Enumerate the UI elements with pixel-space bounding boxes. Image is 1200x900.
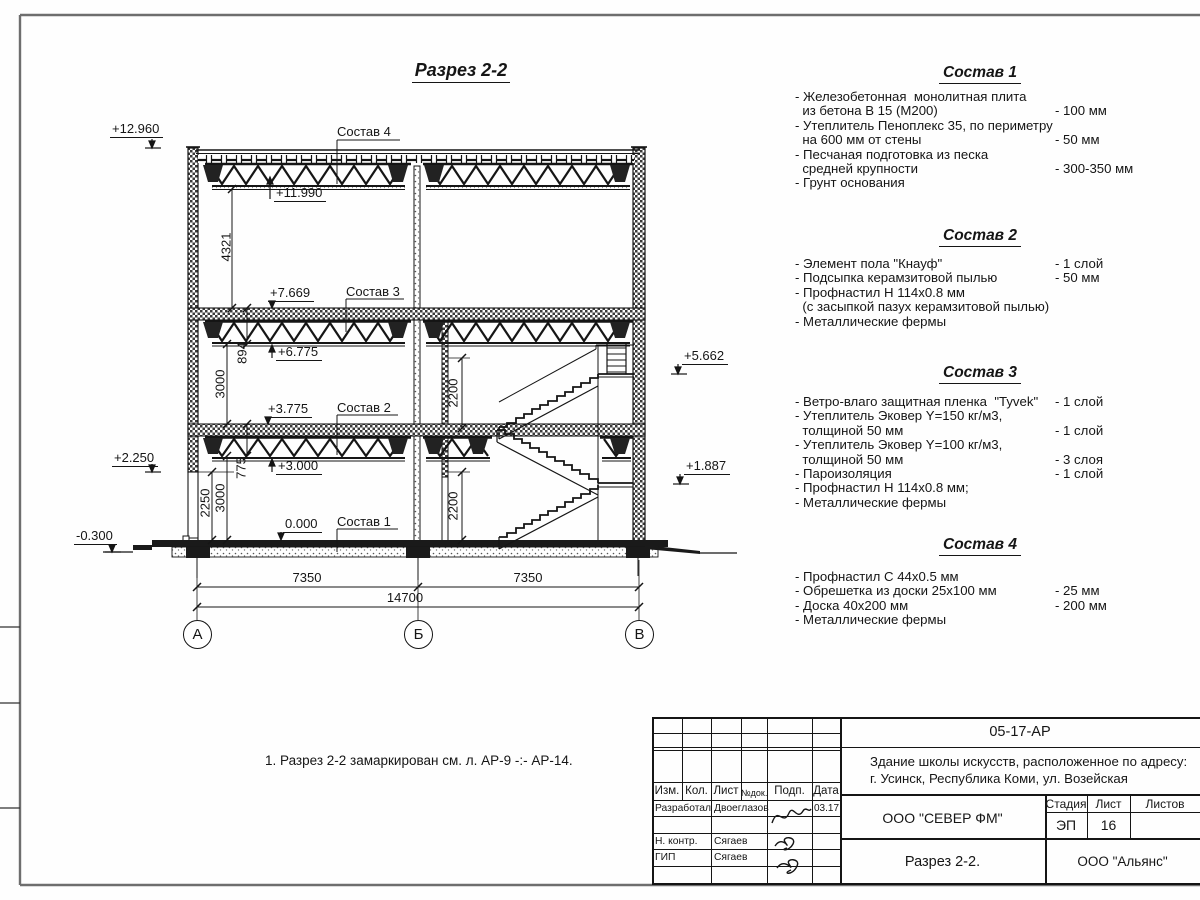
composition-line: - Утеплитель Эковер Y=150 кг/м3, bbox=[795, 408, 1003, 424]
title-block bbox=[652, 717, 1200, 885]
stage-label: Стадия bbox=[1045, 797, 1087, 811]
sostav4-ref: Состав 4 bbox=[337, 124, 391, 139]
elevation-grade: -0.300 bbox=[74, 528, 117, 545]
dim-storey1: 3000 bbox=[212, 483, 228, 513]
sheet-label: Лист bbox=[1095, 797, 1122, 811]
row-ncontr-name: Сягаев bbox=[714, 836, 748, 847]
composition-4-title: Состав 4 bbox=[762, 536, 1198, 554]
drawing-view-title: Разрез 2-2 bbox=[386, 60, 536, 81]
col-data: Дата bbox=[813, 785, 839, 797]
elevation-ground: 0.000 bbox=[283, 516, 322, 533]
composition-line: - Грунт основания bbox=[795, 175, 905, 191]
composition-line: средней крупности - 300-350 мм bbox=[795, 160, 1134, 176]
composition-1 bbox=[762, 64, 1198, 191]
sheet-name: Разрез 2-2. bbox=[904, 854, 981, 870]
sheet-note: 1. Разрез 2-2 замаркирован см. л. АР-9 -:- АР-14. bbox=[265, 753, 573, 768]
elevation-floor3-bottom: +6.775 bbox=[276, 344, 322, 361]
dim-floor3-depth: 894 bbox=[234, 342, 250, 364]
composition-line: - Обрешетка из доски 25х100 мм - 25 мм bbox=[795, 583, 1100, 599]
row-developer-role: Разработал bbox=[655, 803, 712, 814]
frame-ticks bbox=[0, 627, 20, 808]
designer-company: ООО "СЕВЕР ФМ" bbox=[882, 810, 1003, 826]
sheet-number: 16 bbox=[1100, 817, 1117, 833]
col-kol: Кол. bbox=[685, 785, 708, 797]
elevation-roof-bottom: +11.990 bbox=[274, 185, 326, 202]
signature-developer bbox=[769, 801, 813, 829]
dim-stair-lower: 2200 bbox=[445, 491, 461, 521]
dim-total: 14700 bbox=[386, 590, 424, 605]
row-developer-name: Двоеглазов bbox=[714, 803, 769, 814]
composition-line: - Песчаная подготовка из песка bbox=[795, 146, 989, 162]
col-ndok: №док. bbox=[741, 788, 768, 798]
composition-1-title: Состав 1 bbox=[762, 64, 1198, 82]
composition-line: - Профнастил Н 114х0.8 мм; bbox=[795, 480, 969, 496]
composition-line: - Металлические фермы bbox=[795, 494, 947, 510]
axis-a: А bbox=[183, 620, 212, 649]
row-gip-name: Сягаев bbox=[714, 852, 748, 863]
composition-line: - Профнастил Н 114х0.8 мм bbox=[795, 284, 965, 300]
sheets-label: Листов bbox=[1145, 797, 1185, 811]
dim-stair-upper: 2200 bbox=[445, 378, 461, 408]
ground-slab bbox=[103, 540, 737, 580]
elevation-floor2-bottom: +3.000 bbox=[276, 458, 322, 475]
composition-line: - Утеплитель Пеноплекс 35, по периметру bbox=[795, 117, 1053, 133]
composition-line: - Подсыпка керамзитовой пылью - 50 мм bbox=[795, 270, 1100, 286]
walls bbox=[183, 147, 647, 542]
elevation-wall-panel: +2.250 bbox=[112, 450, 158, 467]
composition-line: - Ветро-влаго защитная пленка "Tyvek" - 1 слой bbox=[795, 394, 1104, 409]
dim-storey2: 3000 bbox=[212, 369, 228, 399]
composition-line: - Элемент пола "Кнауф" - 1 слой bbox=[795, 256, 1104, 271]
sostav3-ref: Состав 3 bbox=[346, 284, 400, 299]
project-name-line1: Здание школы искусств, расположенное по адресу: bbox=[870, 754, 1188, 769]
composition-line: - Пароизоляция - 1 слой bbox=[795, 465, 1104, 481]
composition-3-title: Состав 3 bbox=[762, 364, 1198, 382]
composition-line: из бетона В 15 (М200) - 100 мм bbox=[795, 103, 1107, 119]
row-developer-date: 03.17 bbox=[814, 803, 840, 814]
dim-floor2-depth: 775 bbox=[233, 457, 249, 479]
composition-line: - Металлические фермы bbox=[795, 313, 947, 329]
row-ncontr-role: Н. контр. bbox=[655, 836, 698, 847]
composition-line: - Профнастил С 44х0.5 мм bbox=[795, 569, 959, 584]
col-podp: Подп. bbox=[774, 785, 805, 797]
client-company: ООО "Альянс" bbox=[1077, 854, 1168, 869]
col-izm: Изм. bbox=[654, 785, 680, 797]
elevation-floor2-top: +3.775 bbox=[266, 401, 312, 418]
composition-line: (с засыпкой пазух керамзитовой пылью) bbox=[795, 299, 1050, 315]
elevation-parapet: +12.960 bbox=[110, 121, 163, 138]
axis-v: В bbox=[625, 620, 654, 649]
composition-line: толщиной 50 мм - 3 слоя bbox=[795, 451, 1103, 467]
composition-2 bbox=[762, 227, 1198, 329]
signature-ncontr-gip bbox=[771, 832, 813, 882]
composition-3 bbox=[762, 364, 1198, 510]
col-list: Лист bbox=[713, 785, 739, 797]
composition-line: на 600 мм от стены - 50 мм bbox=[795, 132, 1100, 148]
elevation-floor3-top: +7.669 bbox=[268, 285, 314, 302]
composition-line: - Доска 40х200 мм - 200 мм bbox=[795, 597, 1107, 613]
elevation-landing-lower: +1.887 bbox=[684, 458, 730, 475]
composition-4 bbox=[762, 536, 1198, 628]
composition-line: толщиной 50 мм - 1 слой bbox=[795, 422, 1104, 438]
composition-line: - Металлические фермы bbox=[795, 612, 947, 628]
composition-line: - Железобетонная монолитная плита bbox=[795, 89, 1027, 104]
project-name-line2: г. Усинск, Республика Коми, ул. Возейская bbox=[870, 771, 1128, 786]
axis-b: Б bbox=[404, 620, 433, 649]
row-gip-role: ГИП bbox=[655, 852, 676, 863]
dim-wall-panel: 2250 bbox=[197, 488, 213, 518]
sostav2-ref: Состав 2 bbox=[337, 400, 391, 415]
sostav1-ref: Состав 1 bbox=[337, 514, 391, 529]
stage-value: ЭП bbox=[1055, 817, 1077, 833]
doc-code: 05-17-АР bbox=[989, 724, 1051, 740]
dim-bay2: 7350 bbox=[513, 570, 543, 585]
dim-roof-space: 4321 bbox=[218, 232, 234, 262]
elevation-landing-upper: +5.662 bbox=[682, 348, 728, 365]
composition-2-title: Состав 2 bbox=[762, 227, 1198, 245]
dim-bay1: 7350 bbox=[292, 570, 322, 585]
composition-line: - Утеплитель Эковер Y=100 кг/м3, bbox=[795, 437, 1003, 453]
